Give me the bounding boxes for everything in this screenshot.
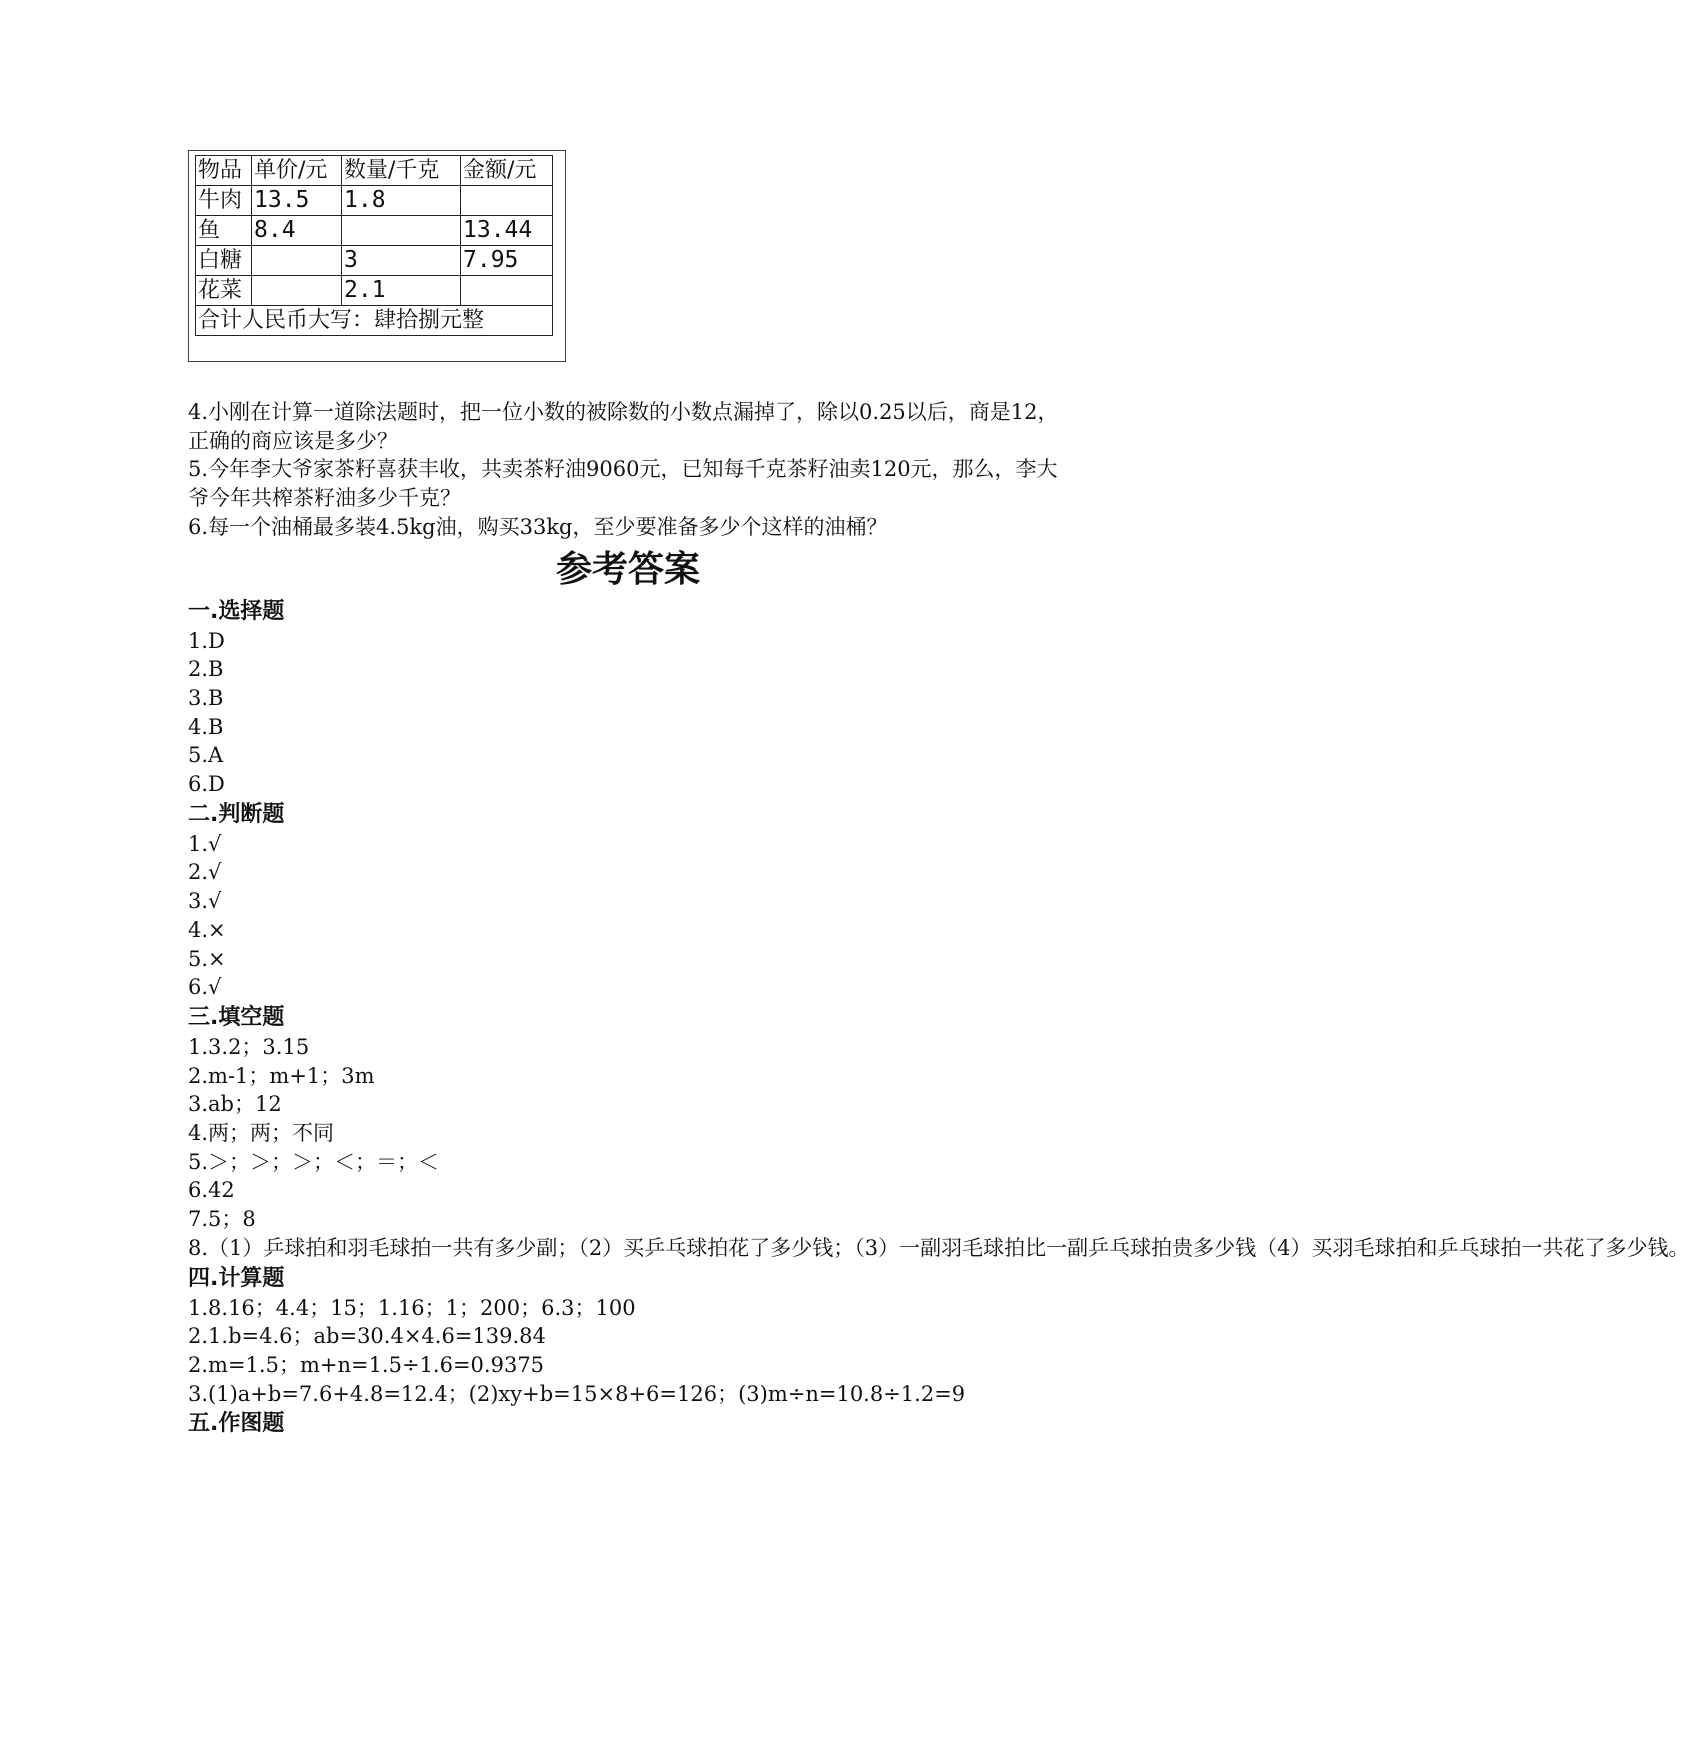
table-cell (461, 276, 553, 306)
table-cell: 1.8 (342, 186, 461, 216)
price-table-image (188, 150, 566, 362)
list-item: 1.3.2；3.15 (188, 1034, 310, 1059)
table-cell: 7.95 (461, 246, 553, 276)
list-item: 2.√ (188, 860, 222, 885)
list-item: 6.D (188, 772, 225, 797)
list-item: 2.B (188, 657, 224, 682)
section-title-calc: 四.计算题 (188, 1265, 285, 1291)
table-cell: 13.5 (252, 186, 342, 216)
question-6: 6.每一个油桶最多装4.5kg油，购买33kg，至少要准备多少个这样的油桶？ (188, 514, 888, 539)
list-item: 6.√ (188, 975, 222, 1000)
list-item: 4.B (188, 714, 224, 739)
list-item: 5.＞；＞；＞；＜；＝；＜ (188, 1149, 440, 1174)
table-row (196, 276, 553, 306)
list-item: 3.√ (188, 889, 222, 914)
answer-title: 参考答案 (555, 548, 700, 590)
table-row (196, 186, 553, 216)
list-item: 1.√ (188, 831, 222, 856)
table-cell: 13.44 (461, 216, 553, 246)
table-cell: 3 (342, 246, 461, 276)
list-item: 3.ab；12 (188, 1092, 282, 1117)
table-cell: 鱼 (196, 216, 252, 246)
list-item: 2.m-1；m+1；3m (188, 1063, 375, 1088)
section-title-judge: 二.判断题 (188, 801, 285, 827)
table-header-row (196, 156, 553, 186)
list-item: 3.B (188, 685, 224, 710)
list-item: 3.(1)a+b=7.6+4.8=12.4；(2)xy+b=15×8+6=126；(3)m÷n=10.8÷1.2=9 (188, 1381, 966, 1406)
section-title-draw: 五.作图题 (188, 1411, 285, 1437)
table-cell (252, 246, 342, 276)
section-title-fill: 三.填空题 (188, 1004, 285, 1030)
list-item: 8.（1）乒球拍和羽毛球拍一共有多少副；（2）买乒乓球拍花了多少钱；（3）一副羽毛球拍比一副乒乓球拍贵多少钱（4）买羽毛球拍和乒乓球拍一共花了多少钱。 (188, 1235, 1689, 1260)
table-cell: 2.1 (342, 276, 461, 306)
header-cell: 物品 (196, 156, 252, 186)
table-row (196, 216, 553, 246)
list-item: 7.5；8 (188, 1207, 256, 1232)
section-title-choice: 一.选择题 (188, 598, 285, 624)
table-total-cell: 合计人民币大写：肆拾捌元整 (196, 306, 553, 336)
table-cell: 白糖 (196, 246, 252, 276)
table-total-row (196, 306, 553, 336)
list-item: 6.42 (188, 1178, 235, 1203)
header-cell: 单价/元 (252, 156, 342, 186)
question-4: 4.小刚在计算一道除法题时，把一位小数的被除数的小数点漏掉了，除以0.25以后，商是12，正确的商应该是多少？ (188, 400, 1059, 453)
header-cell: 数量/千克 (342, 156, 461, 186)
list-item: 1.D (188, 628, 225, 653)
list-item: 1.8.16；4.4；15；1.16；1；200；6.3；100 (188, 1295, 636, 1320)
table-row (196, 246, 553, 276)
document-body (188, 398, 1689, 1439)
table-cell (252, 276, 342, 306)
list-item: 5.A (188, 743, 224, 768)
list-item: 5.× (188, 946, 226, 971)
list-item: 4.两；两；不同 (188, 1121, 335, 1146)
header-cell: 金额/元 (461, 156, 553, 186)
table-cell: 8.4 (252, 216, 342, 246)
price-table (195, 155, 553, 336)
table-cell (342, 216, 461, 246)
list-item: 2.1.b=4.6；ab=30.4×4.6=139.84 (188, 1324, 546, 1349)
table-cell: 花菜 (196, 276, 252, 306)
list-item: 2.m=1.5；m+n=1.5÷1.6=0.9375 (188, 1352, 545, 1377)
list-item: 4.× (188, 917, 226, 942)
question-5: 5.今年李大爷家茶籽喜获丰收，共卖茶籽油9060元，已知每千克茶籽油卖120元，那么，李大爷今年共榨茶籽油多少千克？ (188, 457, 1058, 511)
table-cell: 牛肉 (196, 186, 252, 216)
table-cell (461, 186, 553, 216)
